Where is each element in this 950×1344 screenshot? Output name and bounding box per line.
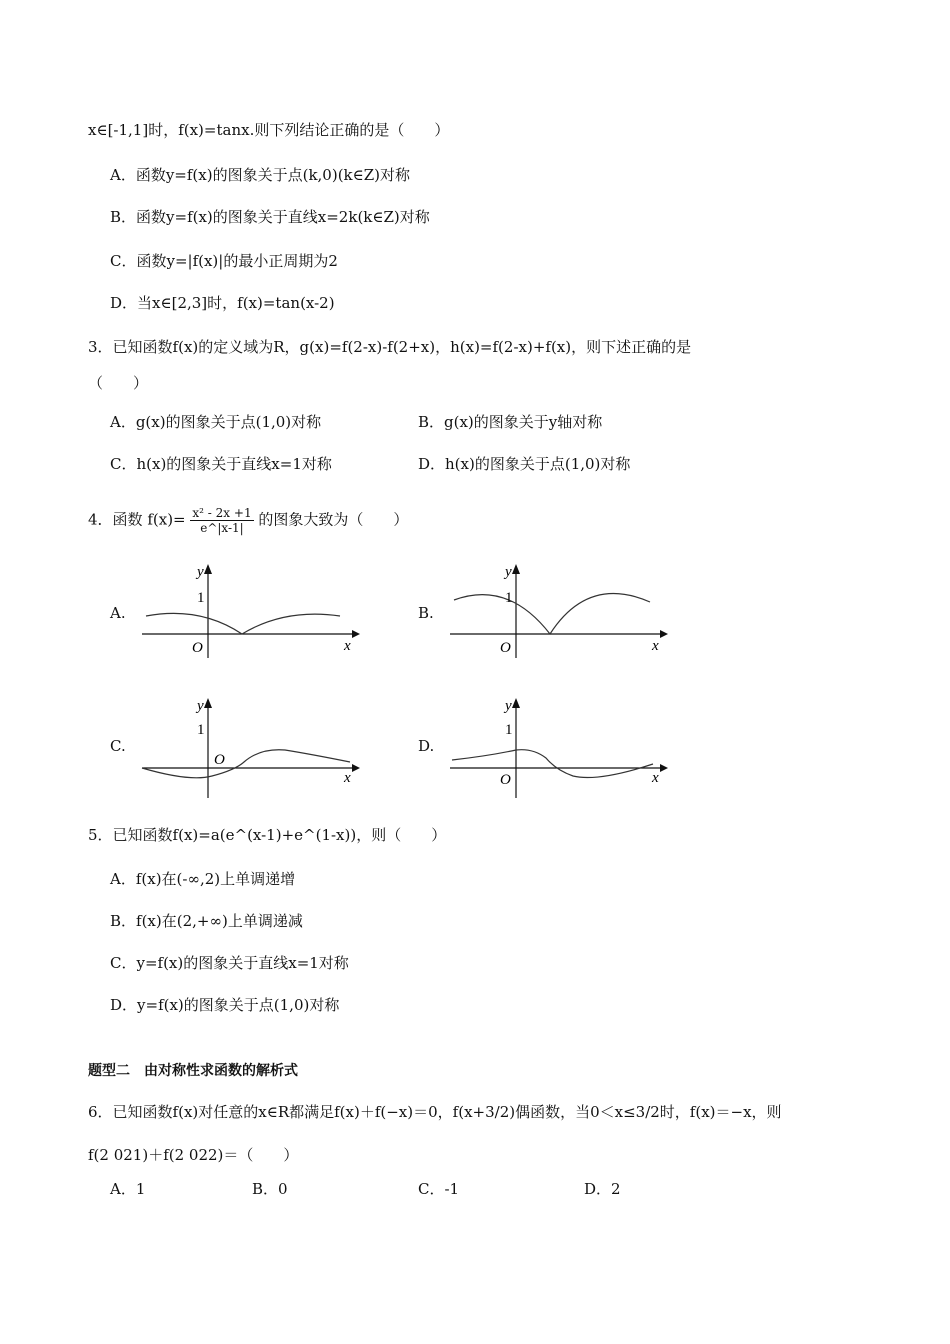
q4-func: f(x)=: [147, 510, 186, 529]
y-label: y: [505, 698, 512, 714]
q4-option-a-label[interactable]: A.: [110, 604, 126, 622]
q5-option-c[interactable]: C．y=f(x)的图象关于直线x=1对称: [110, 954, 349, 972]
section-title: 题型二 由对称性求函数的解析式: [88, 1063, 298, 1079]
tick-one: 1: [197, 590, 205, 606]
q5-option-a[interactable]: A．f(x)在(-∞,2)上单调递增: [110, 870, 296, 888]
q2-option-a[interactable]: A．函数y=f(x)的图象关于点(k,0)(k∈Z)对称: [110, 166, 411, 184]
y-axis-arrow: [512, 564, 520, 574]
origin-label: O: [214, 752, 225, 768]
tick-one: 1: [505, 722, 513, 738]
curve: [454, 594, 650, 634]
y-label: y: [505, 564, 512, 580]
curve: [142, 750, 350, 778]
q4-denominator: e^|x-1|: [200, 521, 244, 535]
q3-option-c[interactable]: C．h(x)的图象关于直线x=1对称: [110, 455, 332, 473]
q4-stem-prefix: 4．函数: [88, 510, 143, 529]
x-label: x: [344, 638, 351, 654]
q4-fraction: [190, 506, 253, 535]
q6-stem: 6．已知函数f(x)对任意的x∈R都满足f(x)＋f(−x)＝0，f(x+3/2)偶函数，当0＜x≤3/2时，f(x)＝−x，则: [88, 1103, 782, 1121]
q4-stem: [88, 506, 408, 535]
q4-stem-suffix: 的图象大致为（ ）: [258, 510, 409, 529]
q6-option-a[interactable]: A．1: [110, 1180, 146, 1198]
q2-option-c[interactable]: C．函数y=|f(x)|的最小正周期为2: [110, 252, 338, 270]
q3-stem-paren: （ ）: [88, 374, 149, 392]
y-axis-arrow: [204, 698, 212, 708]
x-axis-arrow: [660, 630, 668, 638]
x-axis-arrow: [352, 630, 360, 638]
x-label: x: [344, 770, 351, 786]
y-label: y: [197, 698, 204, 714]
q3-option-d[interactable]: D．h(x)的图象关于点(1,0)对称: [418, 455, 631, 473]
x-axis-arrow: [352, 764, 360, 772]
q2-intro-line: x∈[-1,1]时，f(x)=tanx.则下列结论正确的是（ ）: [88, 121, 450, 139]
q5-option-b[interactable]: B．f(x)在(2,+∞)上单调递减: [110, 912, 303, 930]
q4-graph-a[interactable]: [140, 560, 360, 660]
q3-stem: 3．已知函数f(x)的定义域为R，g(x)=f(2-x)-f(2+x)，h(x)=f(2-x)+f(x)，则下述正确的是: [88, 338, 692, 356]
x-label: x: [652, 770, 659, 786]
y-label: y: [197, 564, 204, 580]
q5-stem: 5．已知函数f(x)=a(e^(x-1)+e^(1-x))，则（ ）: [88, 826, 447, 844]
tick-one: 1: [505, 590, 513, 606]
origin-label: O: [192, 640, 203, 656]
origin-label: O: [500, 772, 511, 788]
q6-option-c[interactable]: C．-1: [418, 1180, 460, 1198]
q4-option-b-label[interactable]: B.: [418, 604, 434, 622]
q4-option-c-label[interactable]: C.: [110, 737, 126, 755]
q4-graph-b[interactable]: [448, 560, 668, 660]
q6-option-b[interactable]: B．0: [252, 1180, 288, 1198]
q5-option-d[interactable]: D．y=f(x)的图象关于点(1,0)对称: [110, 996, 340, 1014]
q2-option-d[interactable]: D．当x∈[2,3]时，f(x)=tan(x-2): [110, 294, 335, 312]
curve: [146, 613, 340, 634]
curve: [452, 750, 653, 778]
q4-option-d-label[interactable]: D.: [418, 737, 435, 755]
q3-option-b[interactable]: B．g(x)的图象关于y轴对称: [418, 413, 603, 431]
tick-one: 1: [197, 722, 205, 738]
x-label: x: [652, 638, 659, 654]
q6-option-d[interactable]: D．2: [584, 1180, 621, 1198]
q2-option-b[interactable]: B．函数y=f(x)的图象关于直线x=2k(k∈Z)对称: [110, 208, 430, 226]
y-axis-arrow: [512, 698, 520, 708]
q3-option-a[interactable]: A．g(x)的图象关于点(1,0)对称: [110, 413, 322, 431]
q4-numerator: x² - 2x +1: [192, 506, 252, 520]
x-axis-arrow: [660, 764, 668, 772]
q6-stem-line2: f(2 021)＋f(2 022)＝（ ）: [88, 1146, 299, 1164]
q4-graph-c[interactable]: [140, 692, 360, 802]
q4-graph-d[interactable]: [448, 692, 668, 802]
origin-label: O: [500, 640, 511, 656]
y-axis-arrow: [204, 564, 212, 574]
